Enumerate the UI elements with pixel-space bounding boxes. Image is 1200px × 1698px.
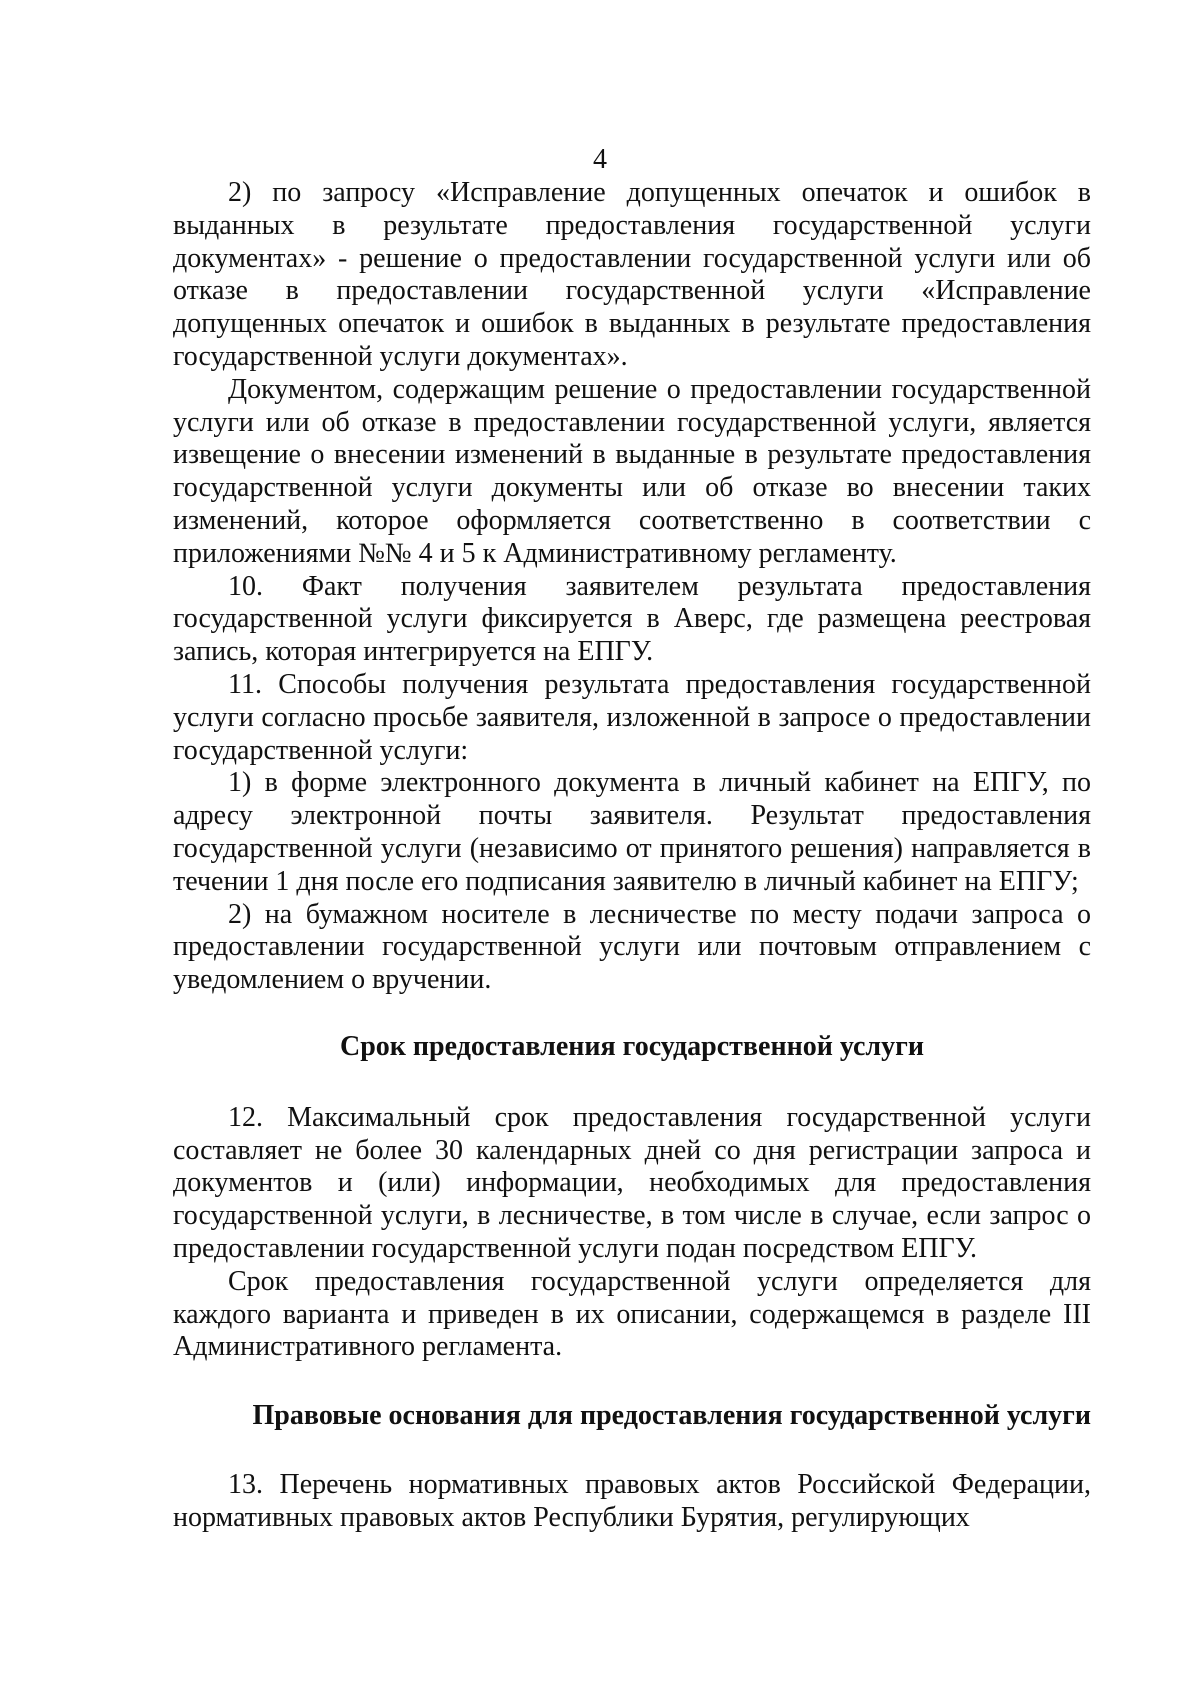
page-number: 4: [593, 144, 607, 175]
paragraph-item-11-1: 1) в форме электронного документа в личный кабинет на ЕПГУ, по адресу электронной почты заявителя. Результат предоставления государственной услуги (независимо от принятого решения) направляется в течении 1 дня после его подписания заявителю в личный кабинет на ЕПГУ;: [173, 767, 1091, 897]
document-body: [173, 177, 1091, 1534]
paragraph-decision-document: Документом, содержащим решение о предоставлении государственной услуги или об отказе в предоставлении государственной услуги, является извещение о внесении изменений в выданные в результате предоставления государственной услуги документы или об отказе во внесении таких изменений, которое оформляется соответственно в соответствии с приложениями №№ 4 и 5 к Административному регламенту.: [173, 373, 1091, 569]
paragraph-item-10: 10. Факт получения заявителем результата предоставления государственной услуги фиксируется в Аверс, где размещена реестровая запись, которая интегрируется на ЕПГУ.: [173, 570, 1091, 668]
paragraph-item-12: 12. Максимальный срок предоставления государственной услуги составляет не более 30 календарных дней со дня регистрации запроса и документов и (или) информации, необходимых для предоставления государственной услуги, в лесничестве, в том числе в случае, если запрос о предоставлении государственной услуги подан посредством ЕПГУ.: [173, 1101, 1091, 1264]
paragraph-item-11-2: 2) на бумажном носителе в лесничестве по месту подачи запроса о предоставлении государственной услуги или почтовым отправлением с уведомлением о вручении.: [173, 898, 1091, 996]
paragraph-item-13: 13. Перечень нормативных правовых актов Российской Федерации, нормативных правовых актов Республики Бурятия, регулирующих: [173, 1468, 1091, 1533]
section-heading-service-term: Срок предоставления государственной услуги: [340, 1030, 924, 1062]
paragraph-result-correction: 2) по запросу «Исправление допущенных опечаток и ошибок в выданных в результате предоставления государственной услуги документах» - решение о предоставлении государственной услуги или об отказе в предоставлении государственной услуги «Исправление допущенных опечаток и ошибок в выданных в результате предоставления государственной услуги документах».: [173, 177, 1091, 372]
section-heading-legal-grounds: Правовые основания для предоставления государственной услуги: [252, 1400, 1091, 1432]
paragraph-term-variants: Срок предоставления государственной услуги определяется для каждого варианта и приведен в их описании, содержащемся в разделе III Административного регламента.: [173, 1265, 1091, 1363]
paragraph-item-11: 11. Способы получения результата предоставления государственной услуги согласно просьбе заявителя, изложенной в запросе о предоставлении государственной услуги:: [173, 668, 1091, 766]
